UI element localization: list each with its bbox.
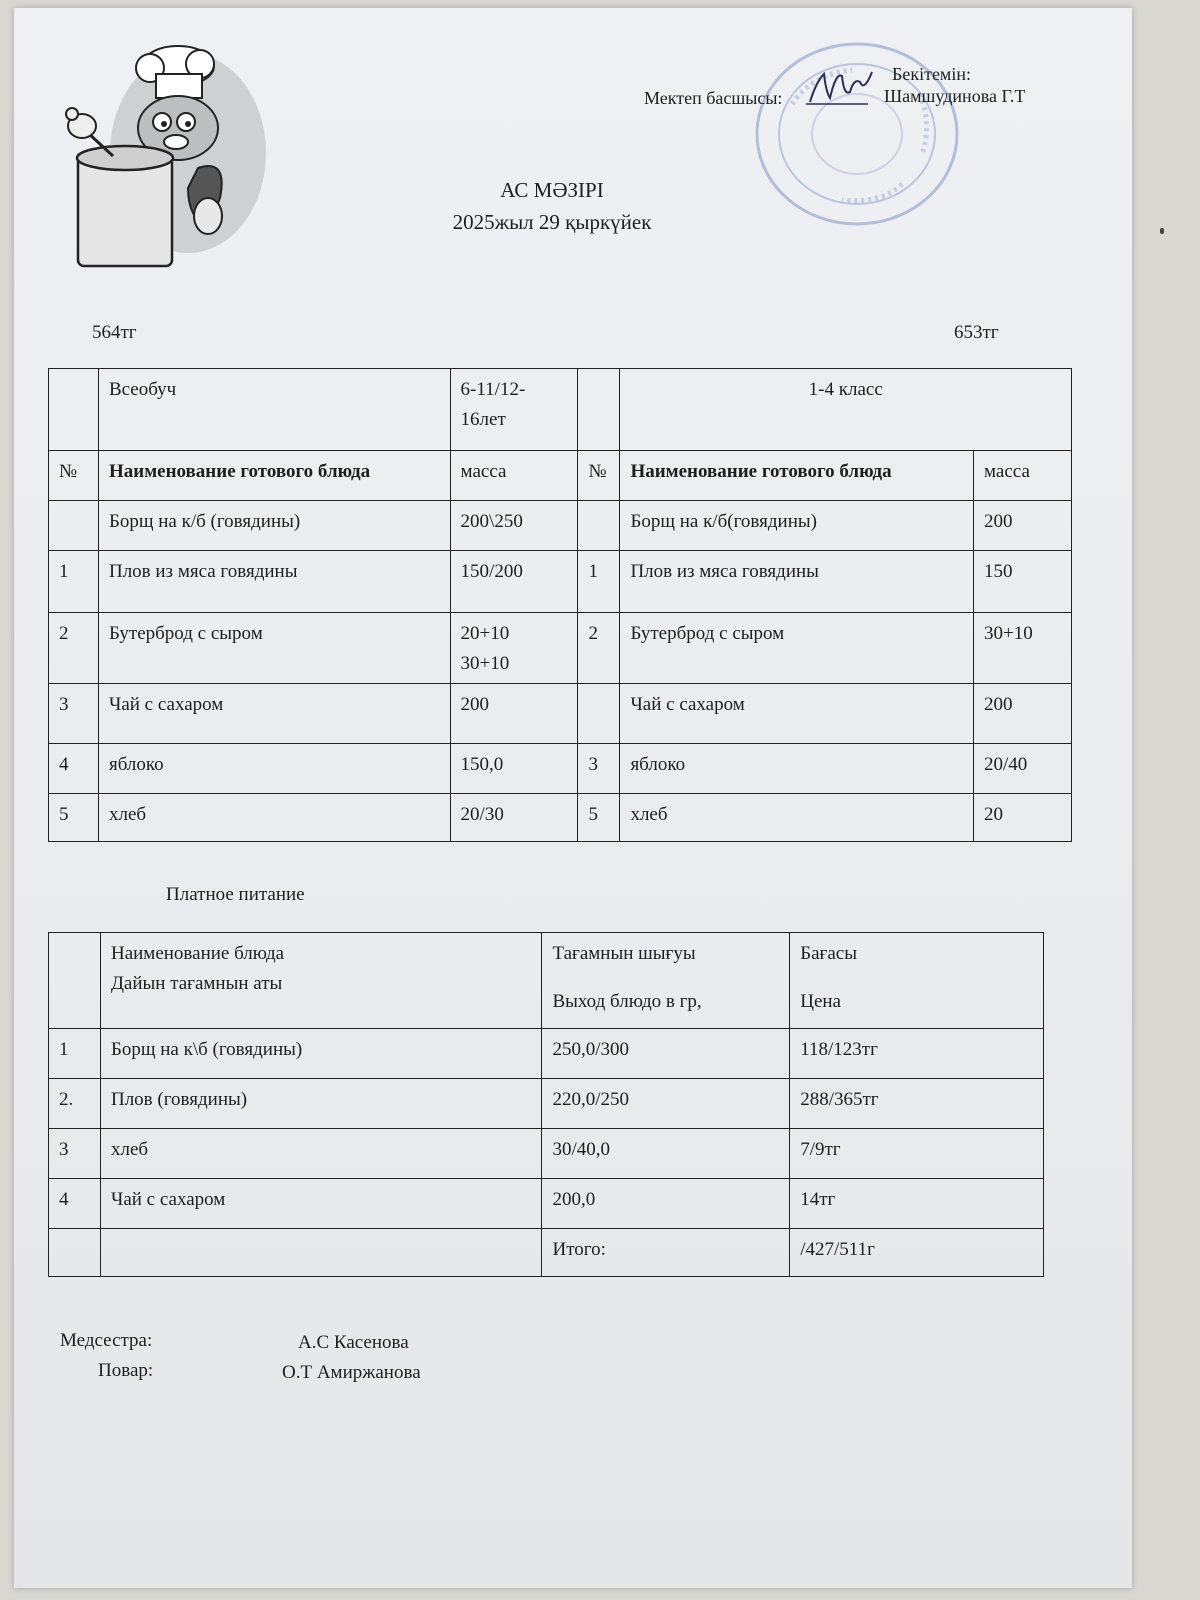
empty-cell — [100, 1229, 542, 1277]
row-number — [578, 684, 620, 744]
row-number: 5 — [578, 794, 620, 842]
group-right: 1-4 класс — [620, 369, 1072, 451]
dish-output: 220,0/250 — [542, 1079, 790, 1129]
row-number: 1 — [49, 551, 99, 613]
table-row — [49, 794, 1072, 842]
table-row — [49, 1029, 1044, 1079]
dish-name: хлеб — [100, 1129, 542, 1179]
dish-mass: 150,0 — [450, 744, 578, 794]
header-dish-name — [100, 933, 542, 1029]
price-left: 564тг — [92, 322, 137, 343]
dish-name: Борщ на к/б(говядины) — [620, 501, 974, 551]
row-number: 2 — [49, 613, 99, 684]
total-value: /427/511г — [790, 1229, 1044, 1277]
dish-name: Борщ на к\б (говядины) — [100, 1029, 542, 1079]
row-number — [578, 501, 620, 551]
header-dish-name-kz: Дайын тағамнын аты — [110, 973, 283, 994]
dish-price: 7/9тг — [790, 1129, 1044, 1179]
nurse-label: Медсестра: — [60, 1330, 153, 1351]
dish-mass: 200 — [450, 684, 578, 744]
empty-cell — [49, 1229, 101, 1277]
paper-speck — [1160, 228, 1164, 234]
row-number: 2. — [49, 1079, 101, 1129]
header-output — [542, 933, 790, 1029]
dish-name: Чай с сахаром — [620, 684, 974, 744]
dish-name: хлеб — [620, 794, 974, 842]
dish-mass: 200\250 — [450, 501, 578, 551]
dish-mass: 200 — [974, 684, 1072, 744]
price-right: 653тг — [954, 322, 999, 343]
header-output-ru: Выход блюдо в гр, — [552, 991, 702, 1012]
dish-name: Чай с сахаром — [100, 1179, 542, 1229]
table-row — [49, 1079, 1044, 1129]
col-no-right: № — [578, 451, 620, 501]
dish-output: 250,0/300 — [542, 1029, 790, 1079]
dish-name: яблоко — [620, 744, 974, 794]
dish-output: 30/40,0 — [542, 1129, 790, 1179]
cook-label: Повар: — [98, 1360, 154, 1381]
col-mass-right: масса — [974, 451, 1072, 501]
total-label: Итого: — [542, 1229, 790, 1277]
dish-output: 200,0 — [542, 1179, 790, 1229]
director-signature — [806, 62, 876, 108]
dish-price: 118/123тг — [790, 1029, 1044, 1079]
row-number: 3 — [578, 744, 620, 794]
dish-name: Плов из мяса говядины — [98, 551, 450, 613]
director-label: Мектеп басшысы: — [644, 88, 783, 108]
empty-cell — [49, 933, 101, 1029]
dish-name: хлеб — [98, 794, 450, 842]
row-number: 4 — [49, 1179, 101, 1229]
total-row — [49, 1229, 1044, 1277]
dish-name: Чай с сахаром — [98, 684, 450, 744]
dish-mass: 20 — [974, 794, 1072, 842]
dish-mass: 200 — [974, 501, 1072, 551]
row-number — [49, 501, 99, 551]
table-row — [49, 613, 1072, 684]
col-name-right: Наименование готового блюда — [620, 451, 974, 501]
row-number: 3 — [49, 1129, 101, 1179]
col-mass-left: масса — [450, 451, 578, 501]
dish-mass: 20/30 — [450, 794, 578, 842]
dish-mass: 150 — [974, 551, 1072, 613]
dish-name: Плов (говядины) — [100, 1079, 542, 1129]
dish-name: Бутерброд с сыром — [98, 613, 450, 684]
table-row — [49, 684, 1072, 744]
group-left: Всеобуч — [98, 369, 450, 451]
header-dish-name-ru: Наименование блюда — [110, 943, 285, 964]
dish-price: 14тг — [790, 1179, 1044, 1229]
row-number: 5 — [49, 794, 99, 842]
empty-cell — [578, 369, 620, 451]
dish-name: Плов из мяса говядины — [620, 551, 974, 613]
dish-price: 288/365тг — [790, 1079, 1044, 1129]
header-price-ru: Цена — [800, 991, 841, 1012]
col-name-left: Наименование готового блюда — [98, 451, 450, 501]
age-left: 6-11/12-16лет — [450, 369, 578, 451]
row-number: 1 — [49, 1029, 101, 1079]
chef-illustration — [38, 38, 268, 278]
dish-mass: 30+10 — [974, 613, 1072, 684]
col-no-left: № — [49, 451, 99, 501]
dish-name: Борщ на к/б (говядины) — [98, 501, 450, 551]
table-row — [49, 501, 1072, 551]
header-price — [790, 933, 1044, 1029]
cook-name: О.Т Амиржанова — [282, 1362, 421, 1383]
dish-name: Бутерброд с сыром — [620, 613, 974, 684]
header-output-kz: Тағамнын шығуы — [552, 943, 696, 964]
row-number: 2 — [578, 613, 620, 684]
dish-mass: 150/200 — [450, 551, 578, 613]
table-row — [49, 744, 1072, 794]
table-row — [49, 1129, 1044, 1179]
approve-label: Бекітемін: — [892, 64, 971, 84]
paid-menu-table — [48, 932, 1044, 1277]
table-row — [49, 551, 1072, 613]
dish-mass: 20/40 — [974, 744, 1072, 794]
empty-cell — [49, 369, 99, 451]
dish-mass: 20+10 30+10 — [450, 613, 578, 684]
director-name: Шамшудинова Г.Т — [884, 86, 1026, 106]
nurse-name: А.С Касенова — [298, 1332, 409, 1353]
main-menu-table — [48, 368, 1072, 842]
menu-date: 2025жыл 29 қыркүйек — [452, 210, 652, 234]
paid-section-title: Платное питание — [166, 884, 305, 905]
row-number: 1 — [578, 551, 620, 613]
row-number: 4 — [49, 744, 99, 794]
table-row — [49, 1179, 1044, 1229]
page-title: АС МӘЗІРІ — [500, 178, 604, 202]
row-number: 3 — [49, 684, 99, 744]
dish-name: яблоко — [98, 744, 450, 794]
header-price-kz: Бағасы — [800, 943, 857, 964]
